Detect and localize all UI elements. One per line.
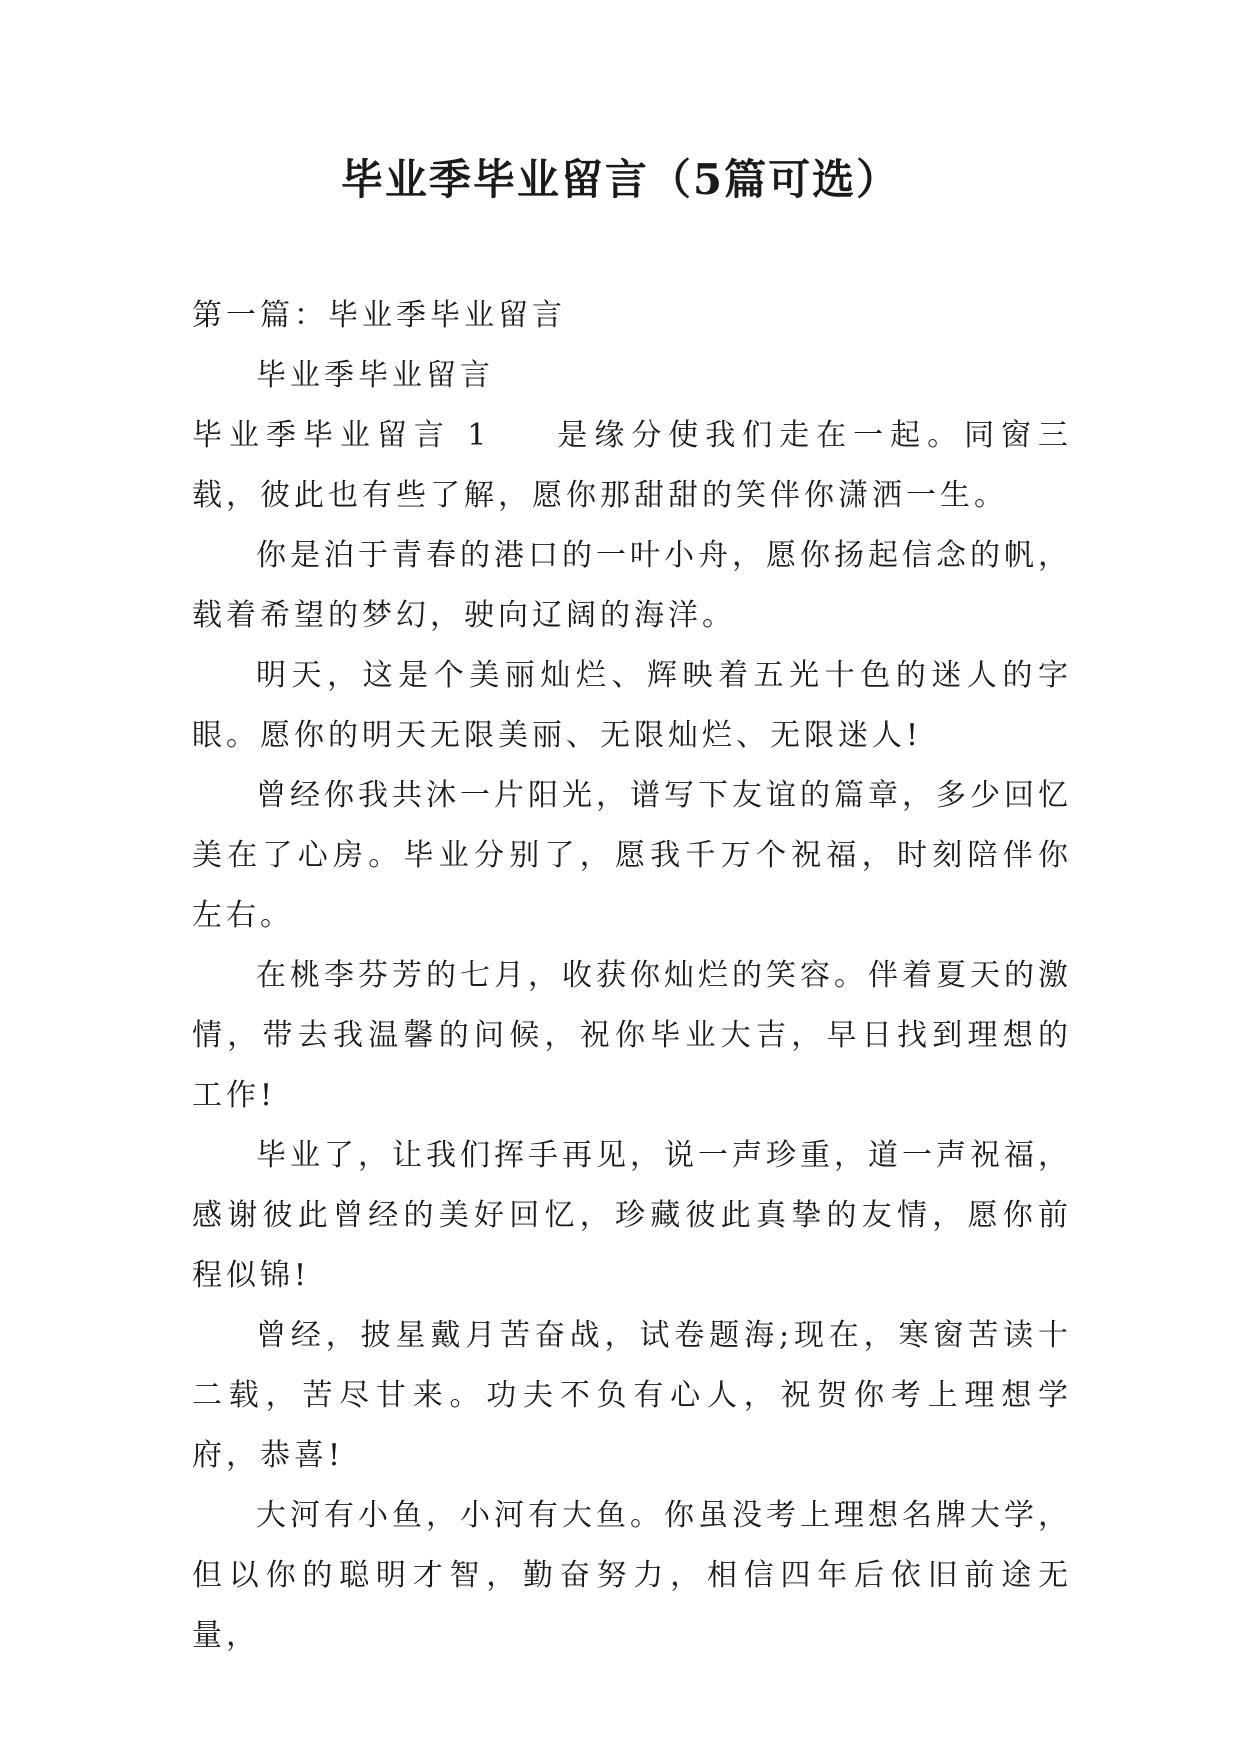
subheading: 毕业季毕业留言 — [256, 358, 494, 393]
section-heading: 第一篇：毕业季毕业留言 — [192, 298, 566, 333]
paragraph: 大河有小鱼，小河有大鱼。你虽没考上理想名牌大学，但以你的聪明才智，勤奋努力，相信四年后依旧前途无量， — [192, 1498, 1072, 1653]
paragraph: 毕业了，让我们挥手再见，说一声珍重，道一声祝福，感谢彼此曾经的美好回忆，珍藏彼此真挚的友情，愿你前程似锦! — [192, 1138, 1072, 1293]
document-body — [192, 286, 1072, 1666]
paragraph: 曾经你我共沐一片阳光，谱写下友谊的篇章，多少回忆美在了心房。毕业分别了，愿我千万个祝福，时刻陪伴你左右。 — [192, 778, 1072, 933]
paragraph: 在桃李芬芳的七月，收获你灿烂的笑容。伴着夏天的激情，带去我温馨的问候，祝你毕业大吉，早日找到理想的工作! — [192, 958, 1072, 1113]
intro-label: 毕业季毕业留言 1 — [192, 418, 491, 453]
intro-text: 是缘分使我们走在一起。同窗三载，彼此也有些了解，愿你那甜甜的笑伴你潇洒一生。 — [192, 418, 1073, 513]
paragraph: 明天，这是个美丽灿烂、辉映着五光十色的迷人的字眼。愿你的明天无限美丽、无限灿烂、无限迷人! — [192, 658, 1072, 753]
paragraph: 你是泊于青春的港口的一叶小舟，愿你扬起信念的帆，载着希望的梦幻，驶向辽阔的海洋。 — [192, 538, 1072, 633]
document-title: 毕业季毕业留言（5篇可选） — [340, 155, 901, 204]
paragraph: 曾经，披星戴月苦奋战，试卷题海;现在，寒窗苦读十二载，苦尽甘来。功夫不负有心人，祝贺你考上理想学府，恭喜! — [192, 1318, 1072, 1473]
intro-paragraph — [192, 406, 1072, 526]
